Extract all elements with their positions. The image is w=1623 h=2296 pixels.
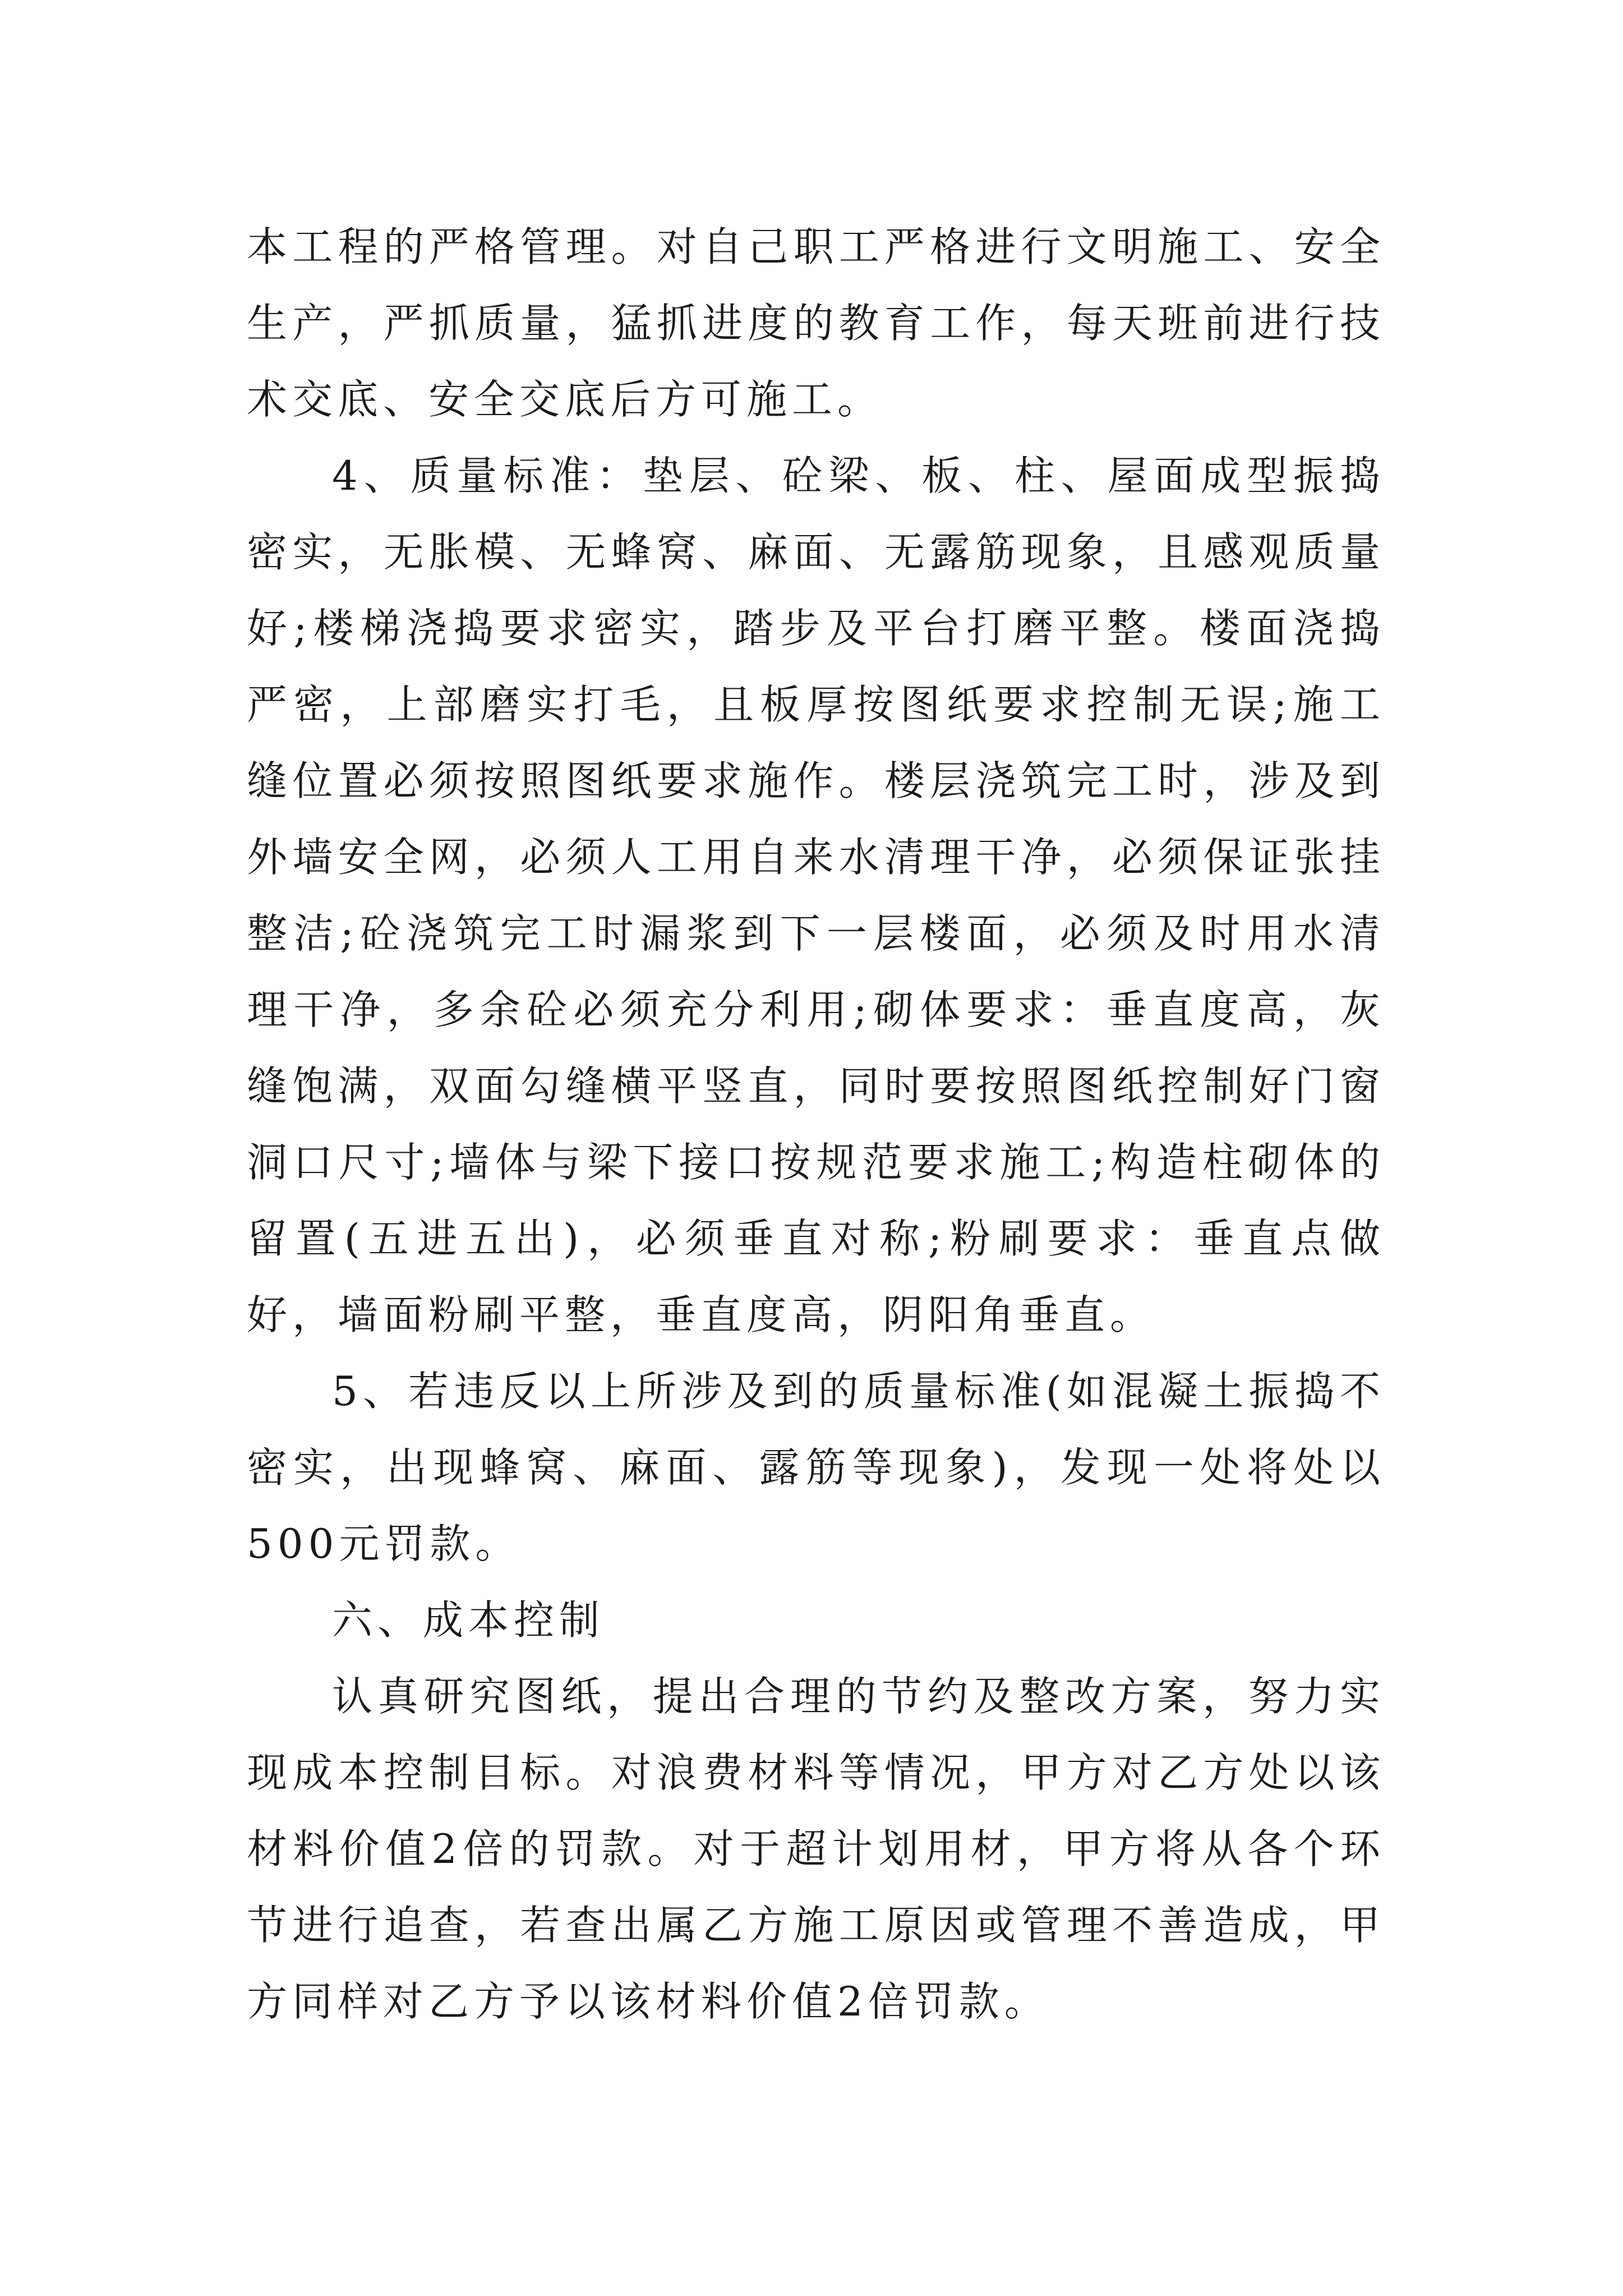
paragraph-continuation: 本工程的严格管理。对自己职工严格进行文明施工、安全生产，严抓质量，猛抓进度的教育工作，每天班前进行技术交底、安全交底后方可施工。 bbox=[247, 223, 1385, 423]
section-heading-cost-control: 六、成本控制 bbox=[332, 1596, 605, 1644]
paragraph-cost-control: 认真研究图纸，提出合理的节约及整改方案，努力实现成本控制目标。对浪费材料等情况，甲方对乙方处以该材料价值2倍的罚款。对于超计划用材，甲方将从各个环节进行追查，若查出属乙方施工原因或管理不善造成，甲方同样对乙方予以该材料价值2倍罚款。 bbox=[247, 1673, 1385, 2025]
paragraph-penalty: 5、若违反以上所涉及到的质量标准(如混凝土振捣不密实，出现蜂窝、麻面、露筋等现象)，发现一处将处以500元罚款。 bbox=[247, 1368, 1385, 1567]
document-body bbox=[247, 209, 1385, 2040]
paragraph-quality-standard: 4、质量标准：垫层、砼梁、板、柱、屋面成型振捣密实，无胀模、无蜂窝、麻面、无露筋现象，且感观质量好;楼梯浇捣要求密实，踏步及平台打磨平整。楼面浇捣严密，上部磨实打毛，且板厚按图纸要求控制无误;施工缝位置必须按照图纸要求施作。楼层浇筑完工时，涉及到外墙安全网，必须人工用自来水清理干净，必须保证张挂整洁;砼浇筑完工时漏浆到下一层楼面，必须及时用水清理干净，多余砼必须充分利用;砌体要求：垂直度高，灰缝饱满，双面勾缝横平竖直，同时要按照图纸控制好门窗洞口尺寸;墙体与梁下接口按规范要求施工;构造柱砌体的留置(五进五出)，必须垂直对称;粉刷要求：垂直点做好，墙面粉刷平整，垂直度高，阴阳角垂直。 bbox=[247, 452, 1385, 1338]
